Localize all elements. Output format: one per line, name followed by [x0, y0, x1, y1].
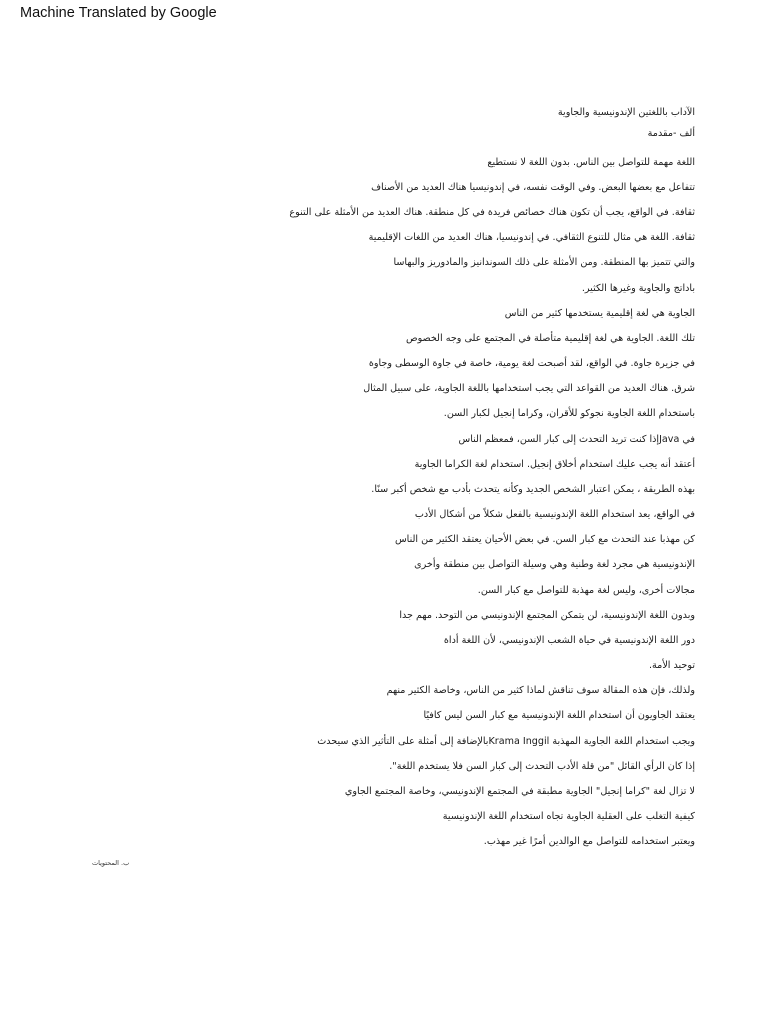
body-line: الجاوية هي لغة إقليمية يستخدمها كثير من الناس: [504, 308, 695, 319]
body-line: تتفاعل مع بعضها البعض. وفي الوقت نفسه، في إندونيسيا هناك العديد من الأصناف: [371, 182, 695, 193]
body-line: ويجب استخدام اللغة الجاوية المهذبة Krama Inggilبالإضافة إلى أمثلة على التأثير الذي سيحدث: [317, 736, 695, 747]
body-line: وبدون اللغة الإندونيسية، لن يتمكن المجتمع الإندونيسي من التوحد. مهم جدا: [399, 610, 695, 621]
body-line: ولذلك، فإن هذه المقالة سوف تناقش لماذا كثير من الناس، وخاصة الكثير منهم: [386, 685, 695, 696]
body-line: في جزيرة جاوة. في الواقع، لقد أصبحت لغة يومية، خاصة في جاوة الوسطى وجاوة: [368, 358, 695, 369]
contents-heading: ب. المحتويات: [92, 859, 130, 867]
body-line: تلك اللغة. الجاوية هي لغة إقليمية متأصلة في المجتمع على وجه الخصوص: [405, 333, 695, 344]
body-line: دور اللغة الإندونيسية في حياة الشعب الإندونيسي، لأن اللغة أداة: [443, 635, 695, 646]
body-line: بهذه الطريقة ، يمكن اعتبار الشخص الجديد وكأنه يتحدث بأدب مع شخص أكبر سنًا.: [371, 484, 695, 495]
body-line: في Javaإذا كنت تريد التحدث إلى كبار السن، فمعظم الناس: [458, 434, 695, 445]
document-title: الآداب باللغتين الإندونيسية والجاوية: [557, 107, 695, 118]
section-heading: ألف -مقدمة: [647, 128, 695, 139]
body-line: باداتج والجاوية وغيرها الكثير.: [581, 283, 695, 294]
body-line: ويعتبر استخدامه للتواصل مع الوالدين أمرًا غير مهذب.: [483, 836, 695, 847]
body-line: اللغة مهمة للتواصل بين الناس. بدون اللغة لا نستطيع: [487, 157, 695, 168]
body-line: توحيد الأمة.: [648, 660, 695, 671]
body-line: أعتقد أنه يجب عليك استخدام أخلاق إنجيل. استخدام لغة الكراما الجاوية: [414, 459, 695, 470]
body-line: كن مهذبا عند التحدث مع كبار السن. في بعض الأحيان يعتقد الكثير من الناس: [394, 534, 695, 545]
body-line: في الواقع، يعد استخدام اللغة الإندونيسية بالفعل شكلاً من أشكال الأدب: [414, 509, 695, 520]
body-line: شرق. هناك العديد من القواعد التي يجب استخدامها باللغة الجاوية، على سبيل المثال: [363, 383, 695, 394]
body-line: الإندونيسية هي مجرد لغة وطنية وهي وسيلة التواصل بين منطقة وأخرى: [414, 559, 695, 570]
body-line: إذا كان الرأي القائل "من قلة الأدب التحدث إلى كبار السن فلا يستخدم اللغة".: [389, 761, 695, 772]
machine-translation-banner: Machine Translated by Google: [20, 5, 217, 21]
body-line: والتي تتميز بها المنطقة. ومن الأمثلة على ذلك السوندانيز والمادوريز والبهاسا: [393, 257, 695, 268]
body-line: ثقافة. اللغة هي مثال للتنوع الثقافي. في إندونيسيا، هناك العديد من اللغات الإقليمية: [368, 232, 695, 243]
body-line: ثقافة. في الواقع، يجب أن تكون هناك خصائص فريدة في كل منطقة. هناك العديد من الأمثلة على التنوع: [289, 207, 695, 218]
body-line: باستخدام اللغة الجاوية نجوكو للأقران، وكراما إنجيل لكبار السن.: [443, 408, 695, 419]
body-line: لا تزال لغة "كراما إنجيل" الجاوية مطبقة في المجتمع الإندونيسي، وخاصة المجتمع الجاوي: [344, 786, 695, 797]
body-line: يعتقد الجاويون أن استخدام اللغة الإندونيسية مع كبار السن ليس كافيًا: [423, 710, 695, 721]
body-line: مجالات أخرى، وليس لغة مهذبة للتواصل مع كبار السن.: [477, 585, 695, 596]
body-line: كيفية التغلب على العقلية الجاوية تجاه استخدام اللغة الإندونيسية: [442, 811, 695, 822]
